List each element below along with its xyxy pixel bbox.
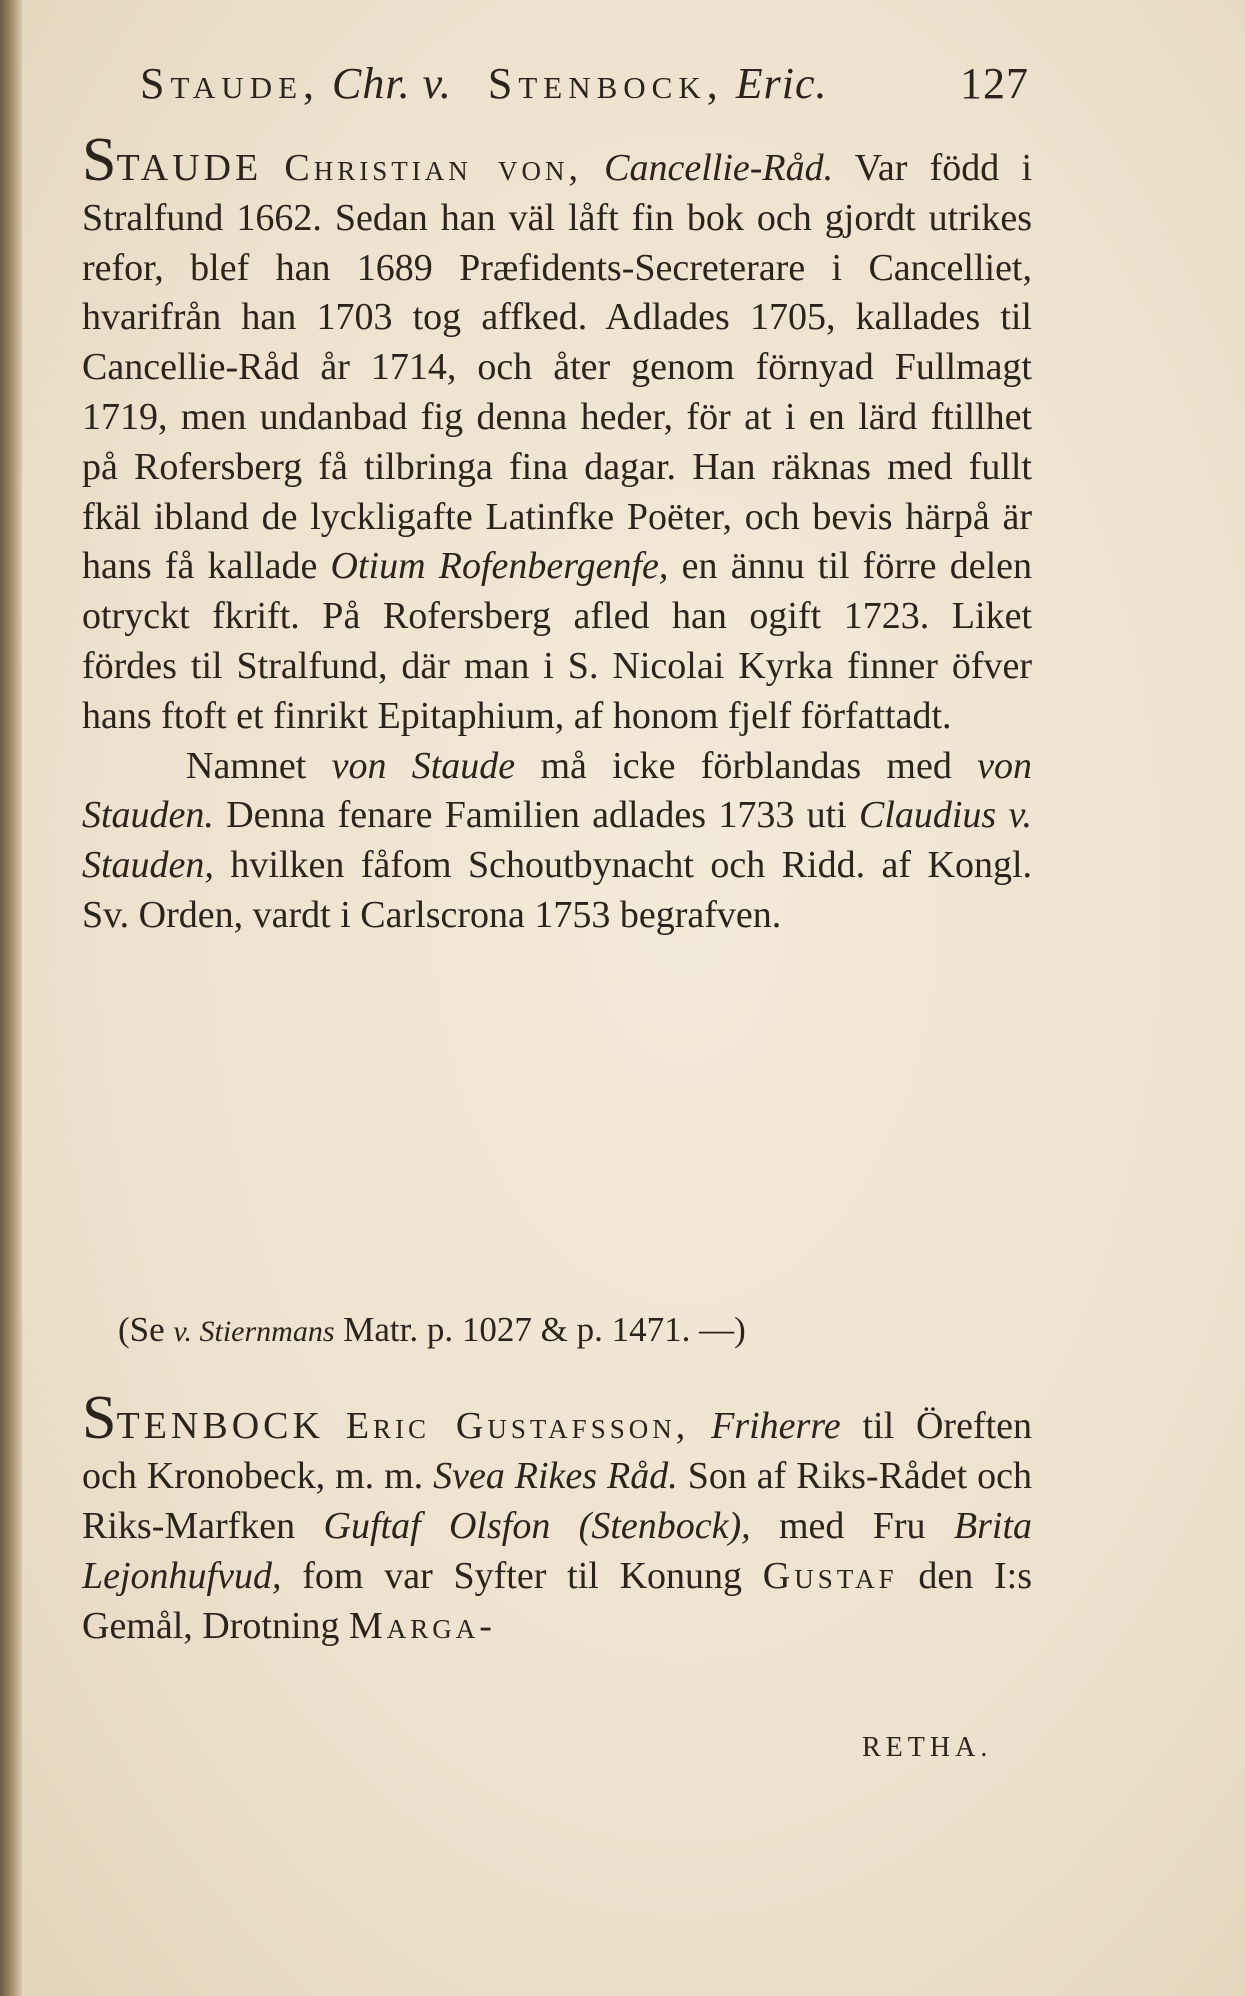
p2-name-3: Claudius v. Stauden, — [82, 794, 1033, 887]
p2-name-1: von Staude — [331, 744, 516, 787]
entry-stenbock — [82, 1384, 1033, 1651]
entry2-queen: Marga- — [349, 1605, 496, 1647]
entry-staude-paragraph-2 — [82, 742, 1032, 941]
drop-letter-2: S — [82, 1384, 117, 1452]
entry-stenbock-paragraph — [82, 1384, 1033, 1651]
entry2-given-name: Eric Gustafsson, — [345, 1405, 690, 1447]
header-abbr-1: Chr. v. — [332, 59, 452, 108]
entry2-text-4: fom var Syfter til Konung — [302, 1555, 743, 1597]
header-name-2: Stenbock, — [487, 59, 724, 108]
entry2-text-3: med Fru — [778, 1505, 926, 1547]
entry2-king: Gustaf — [762, 1555, 898, 1597]
entry2-text-5: den I:s Gemål, Drotning — [82, 1555, 1033, 1647]
entry-staude-paragraph-1 — [82, 126, 1033, 742]
citation-ref: v. Stiernmans — [173, 1315, 335, 1348]
citation-line — [118, 1310, 1018, 1350]
catchword: RETHA. — [862, 1732, 993, 1763]
entry-given-name: Christian von, — [284, 147, 582, 189]
binding-gutter — [0, 0, 22, 1996]
entry-title: Cancellie-Råd. — [604, 147, 834, 189]
running-header — [140, 58, 1040, 118]
p2-name-2: von Stauden. — [82, 744, 1033, 837]
citation-open: (Se — [118, 1310, 165, 1349]
p2-text-d: hvilken fåfom Schoutbynacht och Ridd. af Kongl. Sv. Orden, vardt i Carlscrona 1753 begrafven. — [82, 844, 1033, 936]
p2-text-c: Denna fenare Familien adlades 1733 uti — [226, 794, 847, 837]
entry2-title: Friherre — [711, 1405, 841, 1447]
entry-surname: TAUDE — [116, 147, 263, 189]
entry2-surname: TENBOCK — [116, 1405, 324, 1447]
entry2-office: Svea Rikes Råd. — [433, 1455, 678, 1497]
entry2-father: Guftaf Olsfon (Stenbock), — [323, 1505, 751, 1547]
entry2-text-1: til Öreften och Kronobeck, m. m. — [82, 1405, 1033, 1497]
entry2-mother: Brita Lejonhufvud, — [82, 1505, 1033, 1597]
drop-letter: S — [82, 126, 117, 194]
entry-work-title: Otium Rofenbergenfe, — [330, 545, 669, 588]
entry-staude — [82, 126, 1033, 941]
header-abbr-2: Eric. — [735, 59, 828, 108]
entry2-text-2: Son af Riks-Rådet och Riks-Marfken — [82, 1455, 1033, 1547]
citation-rest: Matr. p. 1027 & p. 1471. —) — [343, 1310, 746, 1349]
page-number: 127 — [960, 59, 1029, 108]
entry-text-2: en ännu til förre delen otryckt fkrift. På Rofersberg afled han ogift 1723. Liket fördes til Stralfund, där man i S. Nicolai Kyrka finner öfver hans ftoft et finrikt Epitaphium, af honom fjelf författadt. — [82, 545, 1033, 737]
header-name-1: Staude, — [140, 59, 321, 108]
p2-text-b: må icke förblandas med — [540, 744, 952, 787]
entry-text-1: Var född i Stralfund 1662. Sedan han väl låft fin bok och gjordt utrikes refor, blef han 1689 Præfidents-Secreterare i Cancelliet, hvarifrån han 1703 tog affked. Adlades 1705, kallades til Cancellie-Råd år 1714, och åter genom förnyad Fullmagt 1719, men undanbad fig denna heder, för at i en lärd ftillhet på Rofersberg få tilbringa fina dagar. Han räknas med fullt fkäl ibland de lyckligafte Latinfke Poëter, och bevis härpå är hans få kallade — [82, 147, 1033, 588]
p2-text-a: Namnet — [186, 744, 307, 787]
